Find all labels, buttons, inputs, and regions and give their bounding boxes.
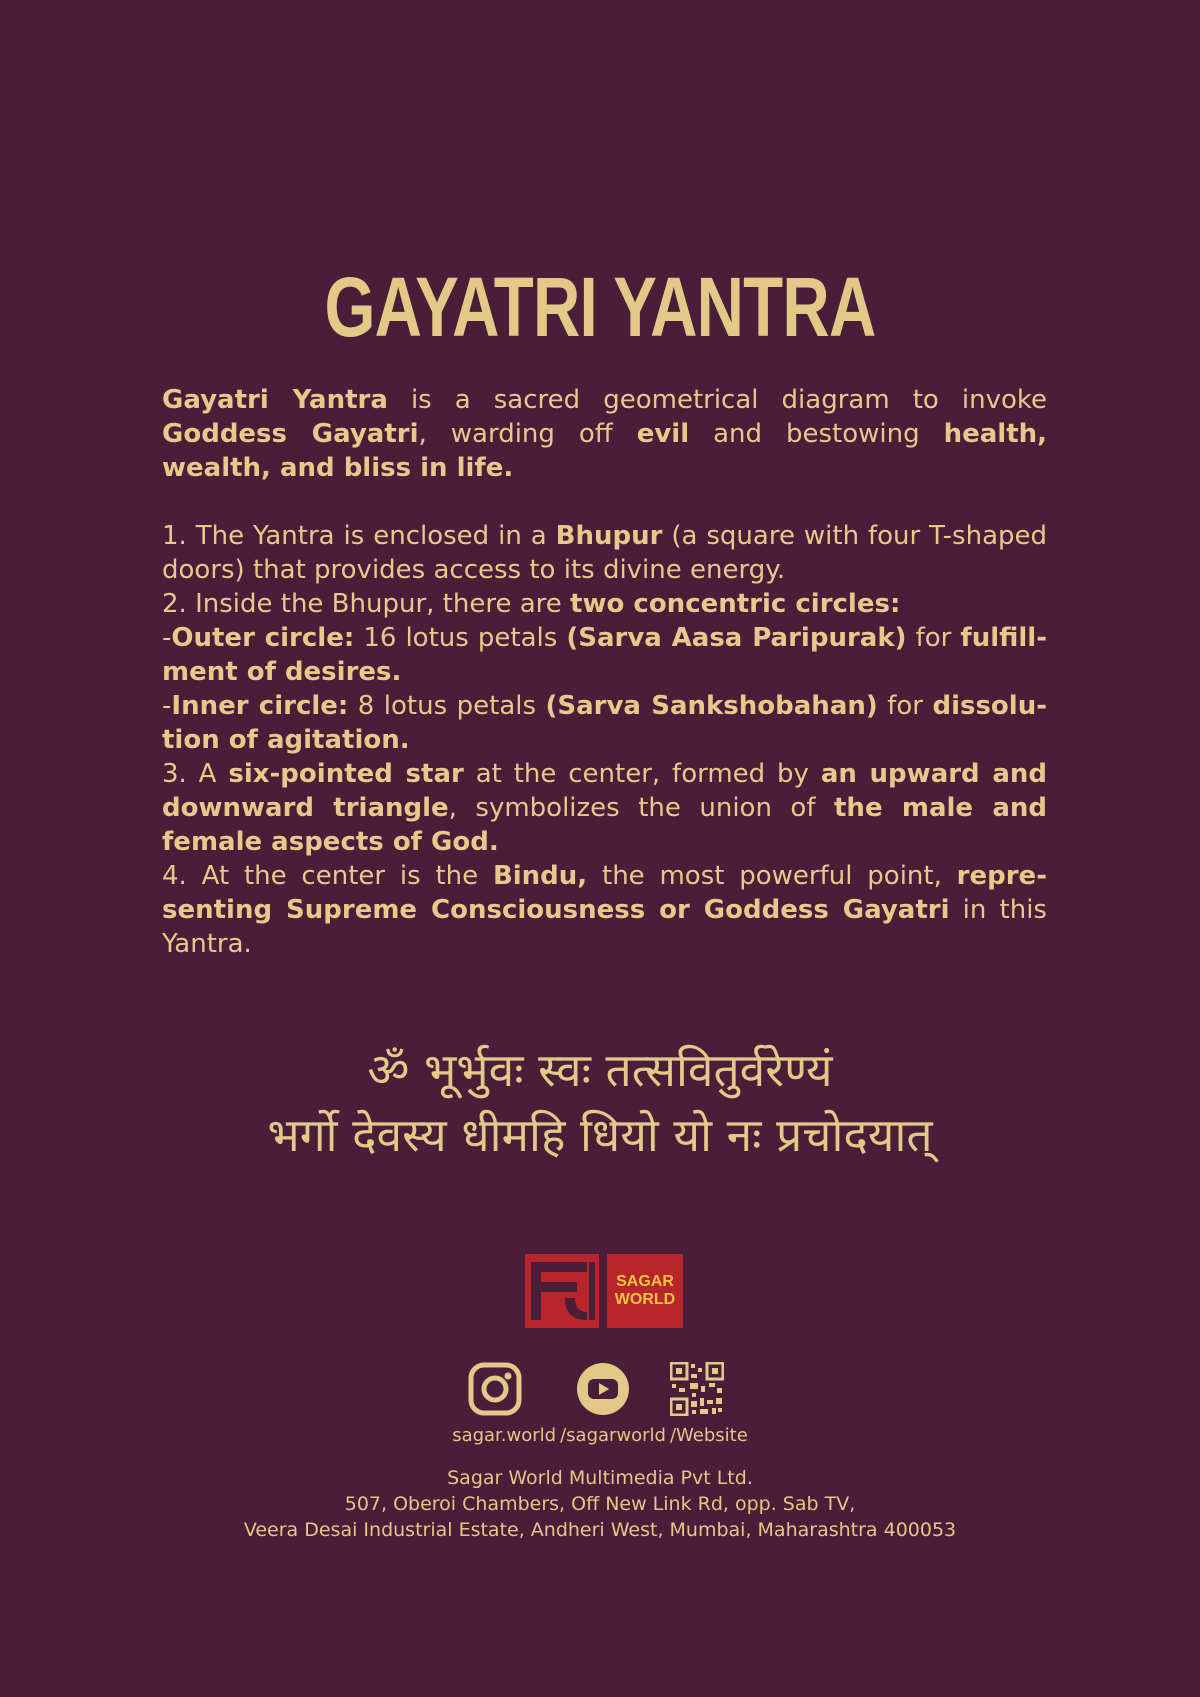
point-4-text-1: 4. At the center is the [162,861,493,891]
address-line-2: Veera Desai Industrial Estate, Andheri West, Mumbai, Maharashtra 400053 [243,1519,957,1541]
point-3-bold-3: the male and female aspects of God. [162,793,1047,857]
logo-word-2: WORLD [614,1291,676,1308]
inner-bold-1: Inner circle: [171,691,349,721]
point-1-text-2: (a square with four T-shaped doors) that provides access to its divine energy. [162,521,1048,585]
intro-bold-4: health, wealth, and bliss in life. [162,419,1048,483]
intro-text-1: is a sacred geometrical diagram to invoke [387,385,1047,415]
inner-dash: - [162,691,172,721]
qr-code-icon[interactable] [670,1362,724,1420]
point-3-text-2: at the center, formed by [463,759,821,789]
address-line-1: 507, Oberoi Chambers, Off New Link Rd, opp. Sab TV, [344,1493,856,1515]
sagar-world-logo [525,1254,683,1328]
point-2-text-1: 2. Inside the Bhupur, there are [162,589,571,619]
point-4 [162,859,1047,961]
logo-wordmark [607,1254,683,1328]
point-3-bold-1: six-pointed star [228,759,464,789]
youtube-link[interactable]: /sagarworld [560,1425,666,1446]
outer-text-3: for [906,623,961,653]
social-links [0,1425,1200,1446]
description-text [162,383,1047,961]
point-4-text-3: in this Yantra. [162,895,1047,959]
outer-circle-point [162,621,1047,689]
outer-dash: - [162,623,172,653]
intro-bold-3: evil [636,419,690,449]
page-title: GAYATRI YANTRA [324,260,876,354]
company-name: Sagar World Multimedia Pvt Ltd. [447,1467,753,1489]
point-3-bold-2: an upward and downward triangle [162,759,1048,823]
instagram-icon[interactable] [468,1362,522,1420]
intro-bold-2: Goddess Gayatri [162,419,419,449]
point-3 [162,757,1047,859]
inner-bold-3: dissolu-tion of agitation. [162,691,1048,755]
point-2-bold-1: two concentric circles: [570,589,901,619]
point-1 [162,519,1047,587]
logo-mark-icon [525,1254,599,1328]
point-1-bold-1: Bhupur [555,521,663,551]
youtube-icon[interactable] [576,1362,630,1420]
outer-text-2: 16 lotus petals [354,623,567,653]
point-3-text-3: , symbolizes the union of [448,793,834,823]
address-block [0,1465,1200,1543]
point-4-bold-1: Bindu, [492,861,588,891]
outer-bold-2: (Sarva Aasa Paripurak) [566,623,907,653]
inner-text-2: 8 lotus petals [348,691,546,721]
intro-text-3: and bestowing [689,419,944,449]
mantra-line-1: ॐ भूर्भुवः स्वः तत्सवितुर्वरेण्यं [367,1043,833,1097]
point-4-bold-2: repre-senting Supreme Consciousness or Goddess Gayatri [162,861,1047,925]
inner-text-3: for [877,691,933,721]
social-icons [468,1362,728,1418]
website-link[interactable]: /Website [669,1425,748,1446]
instagram-link[interactable]: sagar.world [452,1425,557,1446]
point-3-text-1: 3. A [162,759,229,789]
logo-word-1: SAGAR [616,1273,674,1290]
point-4-text-2: the most powerful point, [587,861,957,891]
point-2 [162,587,1047,621]
inner-circle-point [162,689,1047,757]
intro-paragraph [162,383,1047,485]
intro-bold-1: Gayatri Yantra [162,385,388,415]
inner-bold-2: (Sarva Sankshobahan) [545,691,878,721]
outer-bold-1: Outer circle: [171,623,355,653]
intro-text-2: , warding off [418,419,637,449]
point-1-text-1: 1. The Yantra is enclosed in a [162,521,556,551]
mantra-line-2: भर्गो देवस्य धीमहि धियो यो नः प्रचोदयात् [267,1108,933,1162]
outer-bold-3: fulfill-ment of desires. [162,623,1048,687]
